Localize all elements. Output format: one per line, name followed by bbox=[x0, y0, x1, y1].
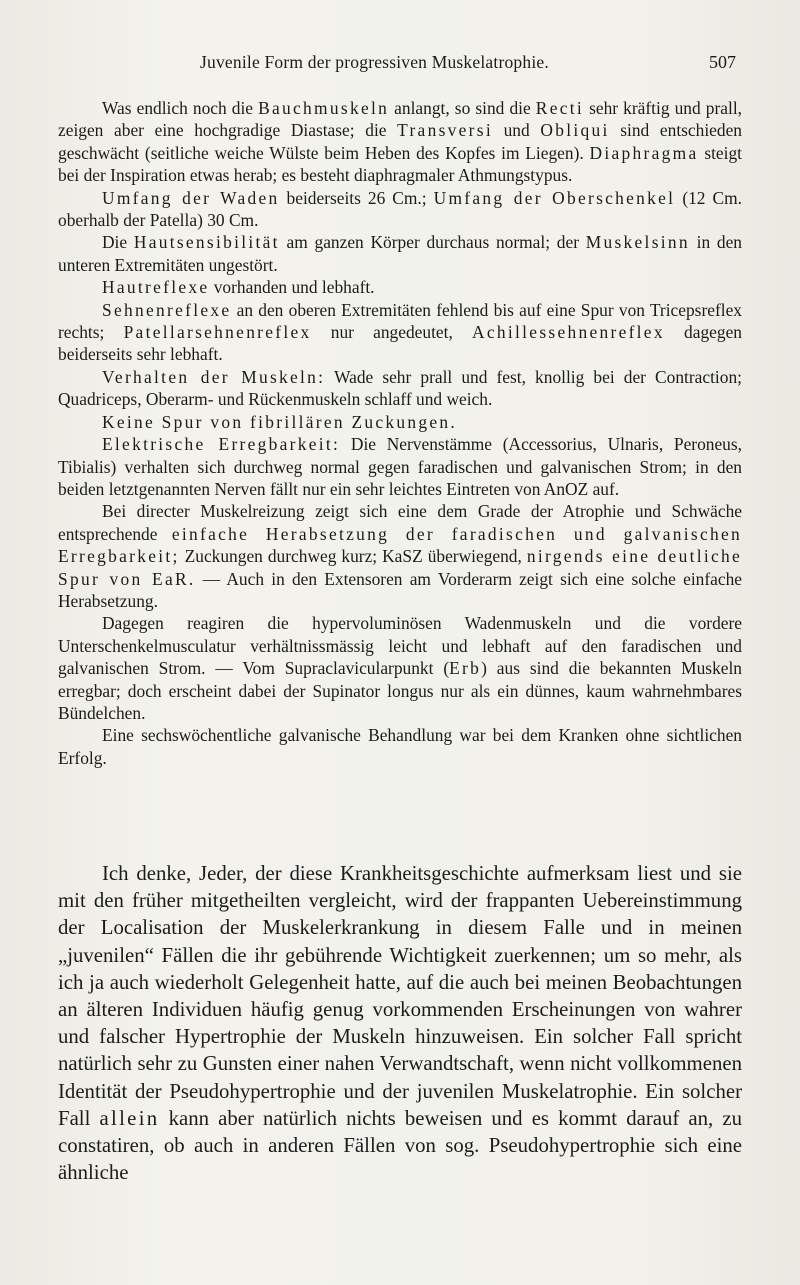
spaced-emphasis-text: Umfang der Oberschenkel bbox=[433, 187, 676, 208]
spaced-emphasis-text: Achillessehnenreflex bbox=[472, 322, 665, 343]
body-text: sind entschieden geschwächt (seitliche weiche Wülste beim Heben des Kopfes im Liegen). bbox=[58, 120, 743, 163]
case-paragraph bbox=[58, 299, 742, 366]
spaced-emphasis-text: Hautsensibilität bbox=[133, 232, 280, 253]
case-paragraph bbox=[58, 612, 742, 724]
body-text: vorhanden und lebhaft. bbox=[209, 277, 375, 298]
spaced-emphasis-text: Sehnenreflexe bbox=[102, 299, 232, 320]
body-text: am ganzen Körper durchaus normal; der bbox=[279, 232, 586, 253]
running-title: Juvenile Form der progressiven Muskelatrophie. bbox=[200, 52, 549, 72]
case-paragraph bbox=[58, 276, 742, 298]
case-paragraph bbox=[58, 231, 742, 276]
case-paragraph bbox=[58, 724, 742, 769]
case-report-text bbox=[58, 97, 742, 769]
body-text: an den oberen Extremitäten fehlend bis auf eine Spur von Tricepsreflex rechts; bbox=[58, 299, 742, 343]
spaced-emphasis-text: Verhalten der Muskeln: bbox=[102, 366, 326, 387]
spaced-emphasis-text: Muskelsinn bbox=[585, 232, 690, 253]
spaced-emphasis-text: Recti bbox=[535, 98, 584, 118]
body-text: — Auch in den Extensoren am Vorderarm zeigt sich eine solche einfache Herabsetzung. bbox=[58, 568, 742, 611]
body-text: Die Nervenstämme (Accessorius, Ulnaris, Peroneus, Tibialis) verhalten sich durchweg normal gegen faradischen und galvanischen Strom; in den beiden letztgenannten Nerven fällt nur ein sehr leichtes Eintreten von AnOZ auf. bbox=[58, 434, 742, 499]
body-text: ) aus sind die bekannten Muskeln erregbar; doch erscheint dabei der Supinator longus nur als ein dünnes, kaum wahrnehmbares Bündelchen. bbox=[58, 658, 743, 723]
page-header bbox=[0, 52, 800, 78]
spaced-emphasis-text: Bauchmuskeln bbox=[258, 98, 390, 118]
body-text: Zuckungen durchweg kurz; KaSZ überwiegend, bbox=[179, 546, 527, 567]
body-text: Wade sehr prall und fest, knollig bei der Contraction; Quadriceps, Oberarm- und Rückenmuskeln schlaff und weich. bbox=[58, 366, 742, 410]
spaced-emphasis-text: Obliqui bbox=[540, 120, 610, 141]
body-text: in den unteren Extremitäten ungestört. bbox=[58, 232, 742, 275]
spaced-emphasis-text: Erb bbox=[449, 658, 482, 679]
spaced-emphasis-text: Keine Spur von fibrillären Zuckungen. bbox=[102, 411, 458, 432]
page-number: 507 bbox=[709, 52, 736, 72]
body-text: Ich denke, Jeder, der diese Krankheitsgeschichte aufmerksam liest und sie mit den früher mitgetheilten vergleicht, wird der frappanten Uebereinstimmung der Localisation der Muskelerkrankung in diesem Falle und in meinen „juvenilen“ Fällen die ihr gebührende Wichtigkeit zuerkennen; um so mehr, als ich ja auch wiederholt Gelegenheit hatte, auf die auch bei meinen Beobachtungen an älteren Individuen häufig genug vorkommenden Erscheinungen von wahrer und falscher Hypertrophie der Muskeln hinzuweisen. Ein solcher Fall spricht natürlich sehr zu Gunsten einer nahen Verwandtschaft, wenn nicht vollkommenen Identität der Pseudohypertrophie und der juvenilen Muskelatrophie. Ein solcher Fall bbox=[58, 862, 742, 1130]
body-text: steigt bei der Inspiration etwas herab; es besteht diaphragmaler Athmungstypus. bbox=[58, 142, 742, 186]
spaced-emphasis-text: Patellarsehnenreflex bbox=[123, 322, 312, 343]
spaced-emphasis-text: Diaphragma bbox=[589, 142, 699, 163]
body-text: Bei directer Muskelreizung zeigt sich eine dem Grade der Atrophie und Schwäche entsprechende bbox=[58, 501, 742, 544]
case-paragraph bbox=[58, 433, 742, 500]
spaced-emphasis-text: Elektrische Erregbarkeit: bbox=[102, 434, 341, 455]
body-text: Die bbox=[102, 232, 134, 253]
spaced-emphasis-text: Hautreflexe bbox=[102, 277, 210, 298]
discussion-paragraph bbox=[58, 860, 742, 1186]
body-text: Was endlich noch die bbox=[102, 98, 259, 118]
body-text: anlangt, so sind die bbox=[389, 98, 536, 118]
spaced-emphasis-text: Transversi bbox=[397, 120, 493, 141]
spaced-emphasis-text: allein bbox=[99, 1106, 160, 1130]
body-text: dagegen beiderseits sehr lebhaft. bbox=[58, 322, 742, 365]
case-paragraph bbox=[58, 366, 742, 411]
body-text: und bbox=[492, 120, 541, 141]
body-text: (12 Cm. oberhalb der Patella) 30 Cm. bbox=[58, 187, 742, 231]
body-text: nur angedeutet, bbox=[311, 322, 473, 343]
spaced-emphasis-text: nirgends eine deutliche Spur von EaR. bbox=[58, 546, 742, 589]
discussion-text bbox=[58, 860, 742, 1186]
body-text: Eine sechswöchentliche galvanische Behandlung war bei dem Kranken ohne sichtlichen Erfolg. bbox=[58, 725, 742, 768]
case-paragraph bbox=[58, 500, 742, 612]
case-paragraph bbox=[58, 97, 742, 187]
case-paragraph bbox=[58, 411, 742, 433]
body-text: Dagegen reagiren die hypervoluminösen Wadenmuskeln und die vordere Unterschenkelmusculatur verhältnissmässig leicht und lebhaft auf den faradischen und galvanischen Strom. — Vom Supraclavicularpunkt ( bbox=[58, 613, 742, 679]
spaced-emphasis-text: einfache Herabsetzung der faradischen und galvanischen Erregbarkeit; bbox=[58, 523, 742, 567]
spaced-emphasis-text: Umfang der Waden bbox=[102, 187, 280, 208]
body-text: kann aber natürlich nichts beweisen und es kommt darauf an, zu constatiren, ob auch in anderen Fällen von sog. Pseudohypertrophie sich eine ähnliche bbox=[58, 1106, 742, 1185]
body-text: sehr kräftig und prall, zeigen aber eine hochgradige Diastase; die bbox=[58, 98, 742, 141]
case-paragraph bbox=[58, 187, 742, 232]
body-text: beiderseits 26 Cm.; bbox=[279, 187, 434, 208]
